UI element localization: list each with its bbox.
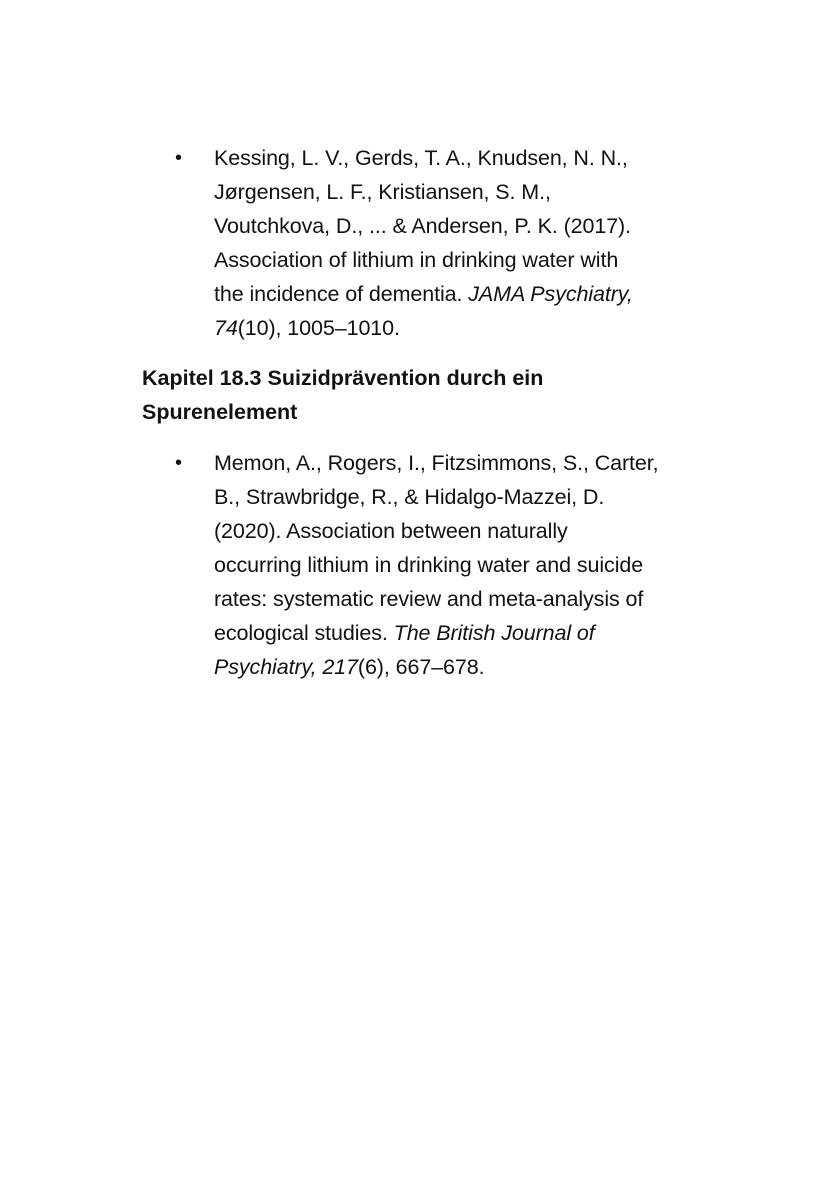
bullet-icon: •: [175, 452, 183, 474]
reference-memon-2020: [214, 446, 714, 684]
reference-line: Voutchkova, D., ... & Andersen, P. K. (2017).: [214, 214, 631, 238]
reference-line: [214, 650, 714, 684]
reference-line: Memon, A., Rogers, I., Fitzsimmons, S., Carter,: [214, 451, 659, 475]
reference-line: (2020). Association between naturally: [214, 519, 568, 543]
section-heading: [142, 361, 702, 429]
reference-line: occurring lithium in drinking water and suicide: [214, 553, 644, 577]
reference-text: (10), 1005–1010.: [237, 316, 400, 340]
reference-line: [214, 311, 714, 345]
bullet-icon: •: [175, 147, 183, 169]
journal-title: The British Journal of: [393, 621, 595, 645]
section-heading-line: Spurenelement: [142, 400, 298, 424]
reference-line: Jørgensen, L. F., Kristiansen, S. M.,: [214, 180, 551, 204]
reference-line: [214, 616, 714, 650]
reference-text: the incidence of dementia.: [214, 282, 469, 306]
reference-line: rates: systematic review and meta-analysis of: [214, 587, 644, 611]
journal-title: JAMA Psychiatry,: [468, 282, 633, 306]
reference-kessing-2017: [214, 141, 714, 345]
reference-line: Kessing, L. V., Gerds, T. A., Knudsen, N. N.,: [214, 146, 628, 170]
journal-title-volume: Psychiatry, 217: [214, 655, 358, 679]
reference-text: ecological studies.: [214, 621, 394, 645]
reference-line: [214, 277, 714, 311]
reference-line: B., Strawbridge, R., & Hidalgo-Mazzei, D.: [214, 485, 605, 509]
reference-line: Association of lithium in drinking water with: [214, 248, 619, 272]
journal-volume: 74: [214, 316, 238, 340]
reference-text: (6), 667–678.: [357, 655, 485, 679]
section-heading-line: Kapitel 18.3 Suizidprävention durch ein: [142, 366, 544, 390]
